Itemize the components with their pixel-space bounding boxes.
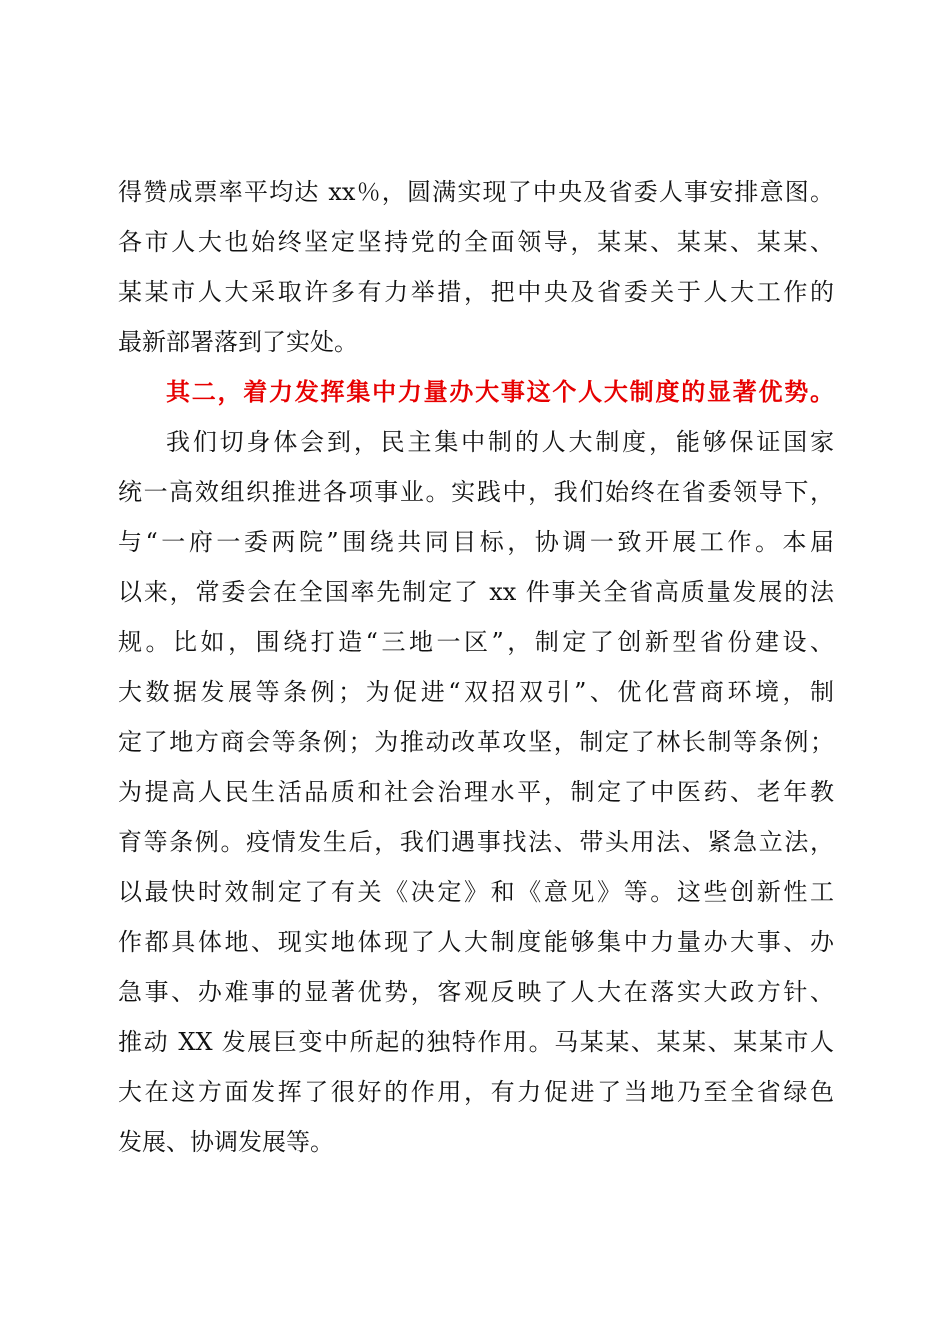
section-heading: 其二，着力发挥集中力量办大事这个人大制度的显著优势。 xyxy=(166,378,834,406)
paragraph-2-line-6: 大数据发展等条例；为促进“双招双引”、优化营商环境，制 xyxy=(118,678,834,706)
paragraph-2-line-1: 我们切身体会到，民主集中制的人大制度，能够保证国家 xyxy=(166,428,834,456)
paragraph-2-line-8: 为提高人民生活品质和社会治理水平，制定了中医药、老年教 xyxy=(118,778,834,806)
paragraph-2-line-5: 规。比如，围绕打造“三地一区”，制定了创新型省份建设、 xyxy=(118,628,834,656)
paragraph-2-line-2: 统一高效组织推进各项事业。实践中，我们始终在省委领导下， xyxy=(118,478,834,506)
paragraph-1-line-1: 得赞成票率平均达 xx％，圆满实现了中央及省委人事安排意图。 xyxy=(118,178,834,206)
paragraph-2-line-12: 急事、办难事的显著优势，客观反映了人大在落实大政方针、 xyxy=(118,978,834,1006)
paragraph-2-line-14: 大在这方面发挥了很好的作用，有力促进了当地乃至全省绿色 xyxy=(118,1078,834,1106)
paragraph-2-line-3: 与“一府一委两院”围绕共同目标，协调一致开展工作。本届 xyxy=(118,528,834,556)
paragraph-1-line-4: 最新部署落到了实处。 xyxy=(118,328,358,356)
paragraph-2-line-4: 以来，常委会在全国率先制定了 xx 件事关全省高质量发展的法 xyxy=(118,578,834,606)
paragraph-2-line-13: 推动 XX 发展巨变中所起的独特作用。马某某、某某、某某市人 xyxy=(118,1028,834,1056)
paragraph-2-line-11: 作都具体地、现实地体现了人大制度能够集中力量办大事、办 xyxy=(118,928,834,956)
paragraph-1-line-3: 某某市人大采取许多有力举措，把中央及省委关于人大工作的 xyxy=(118,278,834,306)
paragraph-2-line-9: 育等条例。疫情发生后，我们遇事找法、带头用法、紧急立法， xyxy=(118,828,834,856)
paragraph-2-line-7: 定了地方商会等条例；为推动改革攻坚，制定了林长制等条例； xyxy=(118,728,834,756)
paragraph-2-line-10: 以最快时效制定了有关《决定》和《意见》等。这些创新性工 xyxy=(118,878,834,906)
paragraph-1-line-2: 各市人大也始终坚定坚持党的全面领导，某某、某某、某某、 xyxy=(118,228,834,256)
paragraph-2-line-15: 发展、协调发展等。 xyxy=(118,1128,334,1156)
